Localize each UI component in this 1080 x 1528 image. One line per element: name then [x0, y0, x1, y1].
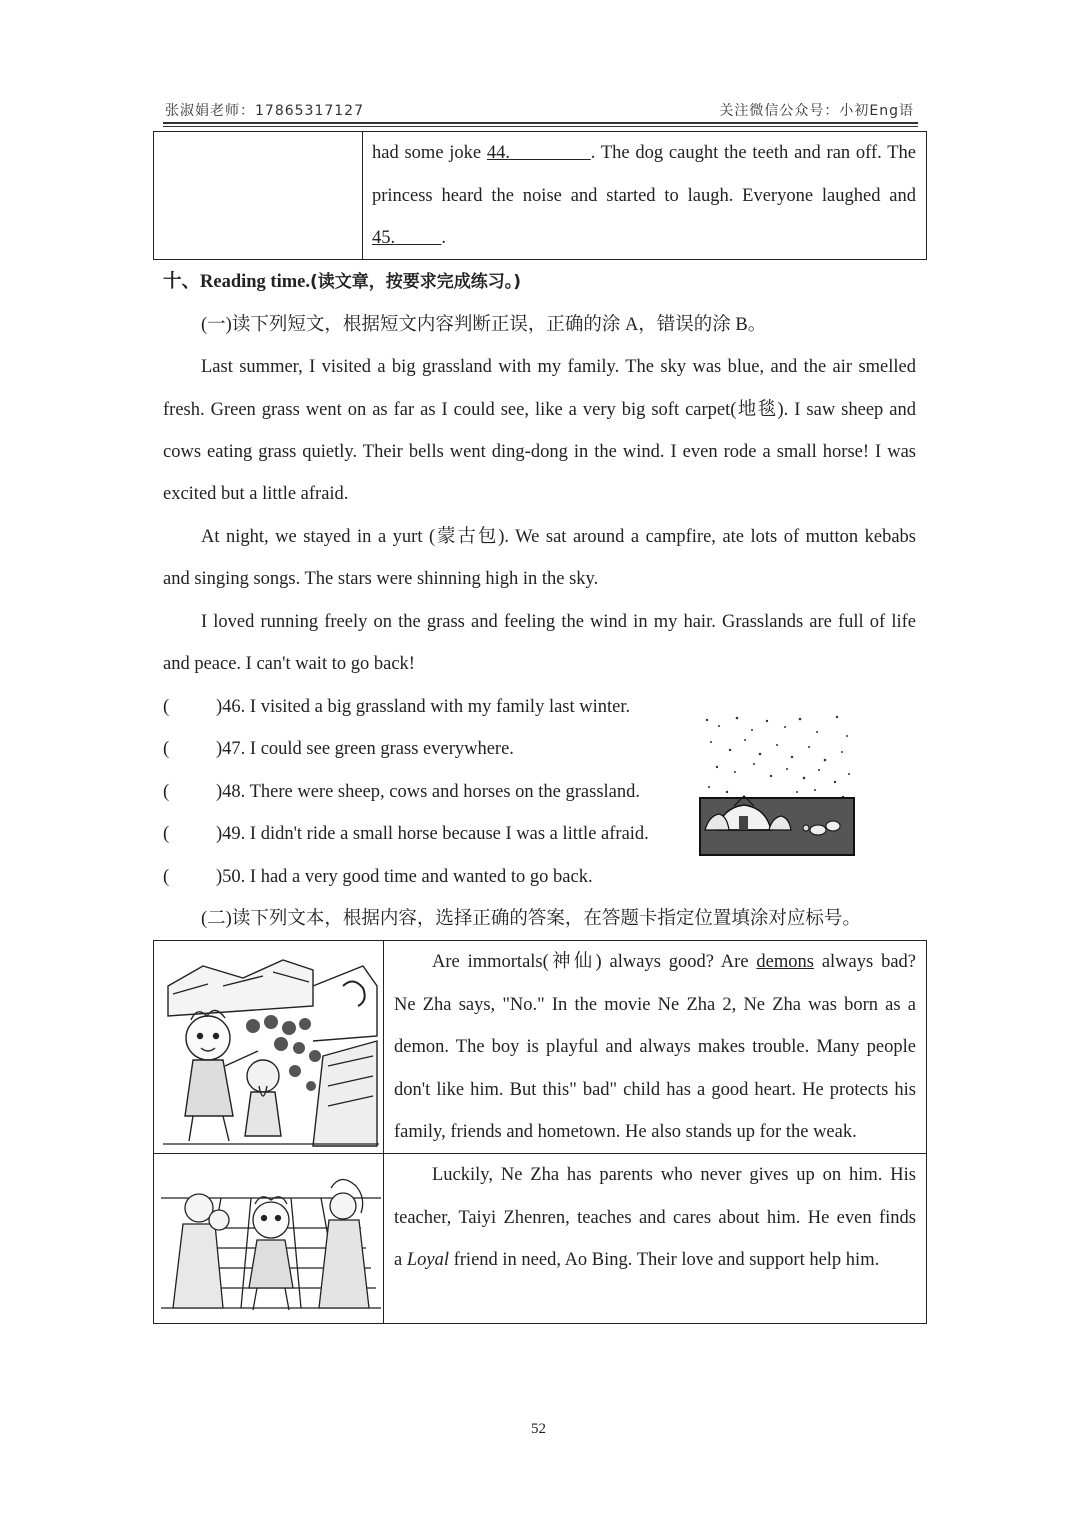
part2-instruction: (二)读下列文本，根据内容，选择正确的答案，在答题卡指定位置填涂对应标号。 — [201, 909, 861, 929]
section-number: 十、 — [163, 272, 201, 292]
page-number: 52 — [531, 1421, 546, 1437]
nezha-table-row-divider — [153, 1153, 927, 1154]
question-50-paren: ( — [163, 867, 170, 887]
nezha-cell1-line: demon. The boy is playful and always makes trouble. Many people — [394, 1037, 916, 1057]
part1-instruction: (一)读下列短文，根据短文内容判断正误，正确的涂 A，错误的涂 B。 — [201, 315, 767, 335]
nezha-cell1-line — [432, 950, 916, 974]
nezha-cell2-line: teacher, Taiyi Zhenren, teaches and cares about him. He even finds — [394, 1208, 916, 1228]
question-47: )47. I could see green grass everywhere. — [216, 739, 514, 759]
question-46: )46. I visited a big grassland with my family last winter. — [216, 697, 631, 717]
question-49-paren: ( — [163, 824, 170, 844]
question-46-paren: ( — [163, 697, 170, 717]
blank-44-number: 44. — [486, 143, 511, 163]
question-47-paren: ( — [163, 739, 170, 759]
italic-word-loyal: Loyal — [406, 1250, 449, 1270]
nezha-table-divider — [383, 940, 384, 1324]
text-span: had some joke — [372, 143, 487, 163]
section-title — [163, 270, 521, 294]
table-line-3 — [372, 226, 446, 250]
header-wechat-info: 关注微信公众号：小初Eng语 — [719, 103, 914, 119]
text-span: always bad? — [813, 952, 916, 972]
passage-line: excited but a little afraid. — [163, 484, 349, 504]
table-divider — [362, 131, 363, 260]
table-line-2: princess heard the noise and started to laugh. Everyone laughed and — [372, 186, 916, 206]
text-span: . The dog caught the teeth and ran off. The — [590, 143, 916, 163]
text-span: Are immortals(神仙) always good? Are — [432, 952, 757, 972]
question-48-paren: ( — [163, 782, 170, 802]
question-49: )49. I didn't ride a small horse because I was a little afraid. — [216, 824, 649, 844]
question-50: )50. I had a very good time and wanted to go back. — [216, 867, 593, 887]
passage-line: I loved running freely on the grass and feeling the wind in my hair. Grasslands are full of life — [201, 612, 916, 632]
nezha-crowd-illustration — [163, 946, 379, 1148]
nezha-cell1-line: don't like him. But this" bad" child has a good heart. He protects his — [394, 1080, 916, 1100]
text-span: friend in need, Ao Bing. Their love and support help him. — [448, 1250, 880, 1270]
blank-45 — [372, 228, 441, 248]
passage-line: fresh. Green grass went on as far as I could see, like a very big soft carpet(地毯). I saw sheep and — [163, 400, 916, 420]
passage-line: and peace. I can't wait to go back! — [163, 654, 415, 674]
yurt-night-illustration — [697, 712, 857, 858]
question-48: )48. There were sheep, cows and horses on the grassland. — [216, 782, 641, 802]
passage-line: At night, we stayed in a yurt (蒙古包). We sat around a campfire, ate lots of mutton kebabs — [201, 527, 916, 547]
text-span: . — [441, 228, 446, 248]
nezha-cell2-line — [394, 1248, 879, 1272]
text-span: a — [394, 1250, 407, 1270]
header-rule-thick — [163, 122, 918, 124]
nezha-cell2-line: Luckily, Ne Zha has parents who never gives up on him. His — [432, 1165, 916, 1185]
section-title-cn: (读文章，按要求完成练习。) — [309, 272, 522, 292]
blank-44 — [487, 143, 591, 163]
passage-line: cows eating grass quietly. Their bells went ding-dong in the wind. I even rode a small horse! I was — [163, 442, 916, 462]
passage-line: and singing songs. The stars were shinning high in the sky. — [163, 569, 599, 589]
nezha-cell1-line: Ne Zha says, "No." In the movie Ne Zha 2, Ne Zha was born as a — [394, 995, 916, 1015]
header-rule-thin — [163, 126, 918, 127]
blank-45-number: 45. — [372, 228, 396, 248]
nezha-cell1-line: family, friends and hometown. He also stands up for the weak. — [394, 1122, 857, 1142]
table-line-1 — [372, 141, 916, 165]
section-title-en: Reading time. — [200, 272, 310, 292]
header-teacher-info: 张淑娟老师：17865317127 — [165, 103, 364, 119]
passage-line: Last summer, I visited a big grassland with my family. The sky was blue, and the air smelled — [201, 357, 916, 377]
underlined-word-demons: demons — [756, 952, 814, 972]
nezha-family-illustration — [161, 1168, 381, 1318]
